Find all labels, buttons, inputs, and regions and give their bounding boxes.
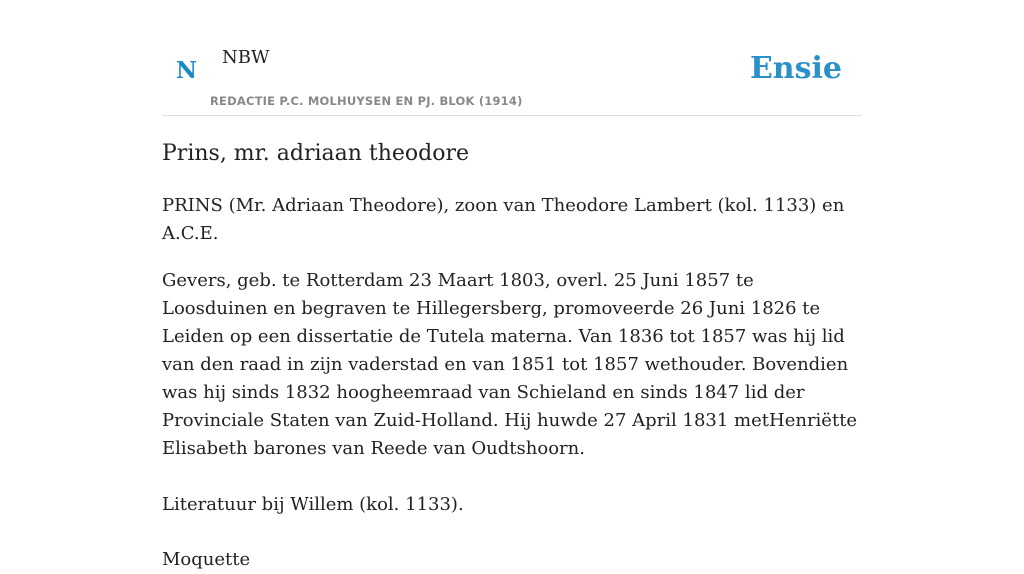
article-literature: Literatuur bij Willem (kol. 1133). — [162, 494, 464, 515]
article-author: Moquette — [162, 549, 251, 570]
brand-logo[interactable]: Ensie — [749, 51, 842, 86]
source-subtitle: REDACTIE P.C. MOLHUYSEN EN PJ. BLOK (1914) — [210, 94, 523, 108]
article-paragraph: Gevers, geb. te Rotterdam 23 Maart 1803, overl. 25 Juni 1857 te Loosduinen en begraven te Hillegersberg, promoveerde 26 Juni 1826 te Leiden op een dissertatie de Tutela materna. Van 1836 tot 1857 was hij lid van den raad in zijn vaderstad en van 1851 tot 1857 wethouder. Bovendien was hij sinds 1832 hoogheemraad van Schieland en sinds 1847 lid der Provinciale Staten van Zuid-Holland. Hij huwde 27 April 1831 metHenriëtte Elisabeth barones van Reede van Oudtshoorn. — [162, 270, 858, 459]
article-title: Prins, mr. adriaan theodore — [162, 141, 470, 166]
source-name[interactable]: NBW — [222, 47, 270, 68]
source-header — [162, 0, 862, 116]
source-logo[interactable]: N — [176, 57, 198, 84]
article-paragraph: PRINS (Mr. Adriaan Theodore), zoon van Theodore Lambert (kol. 1133) en A.C.E. — [162, 195, 845, 244]
article — [162, 137, 862, 574]
